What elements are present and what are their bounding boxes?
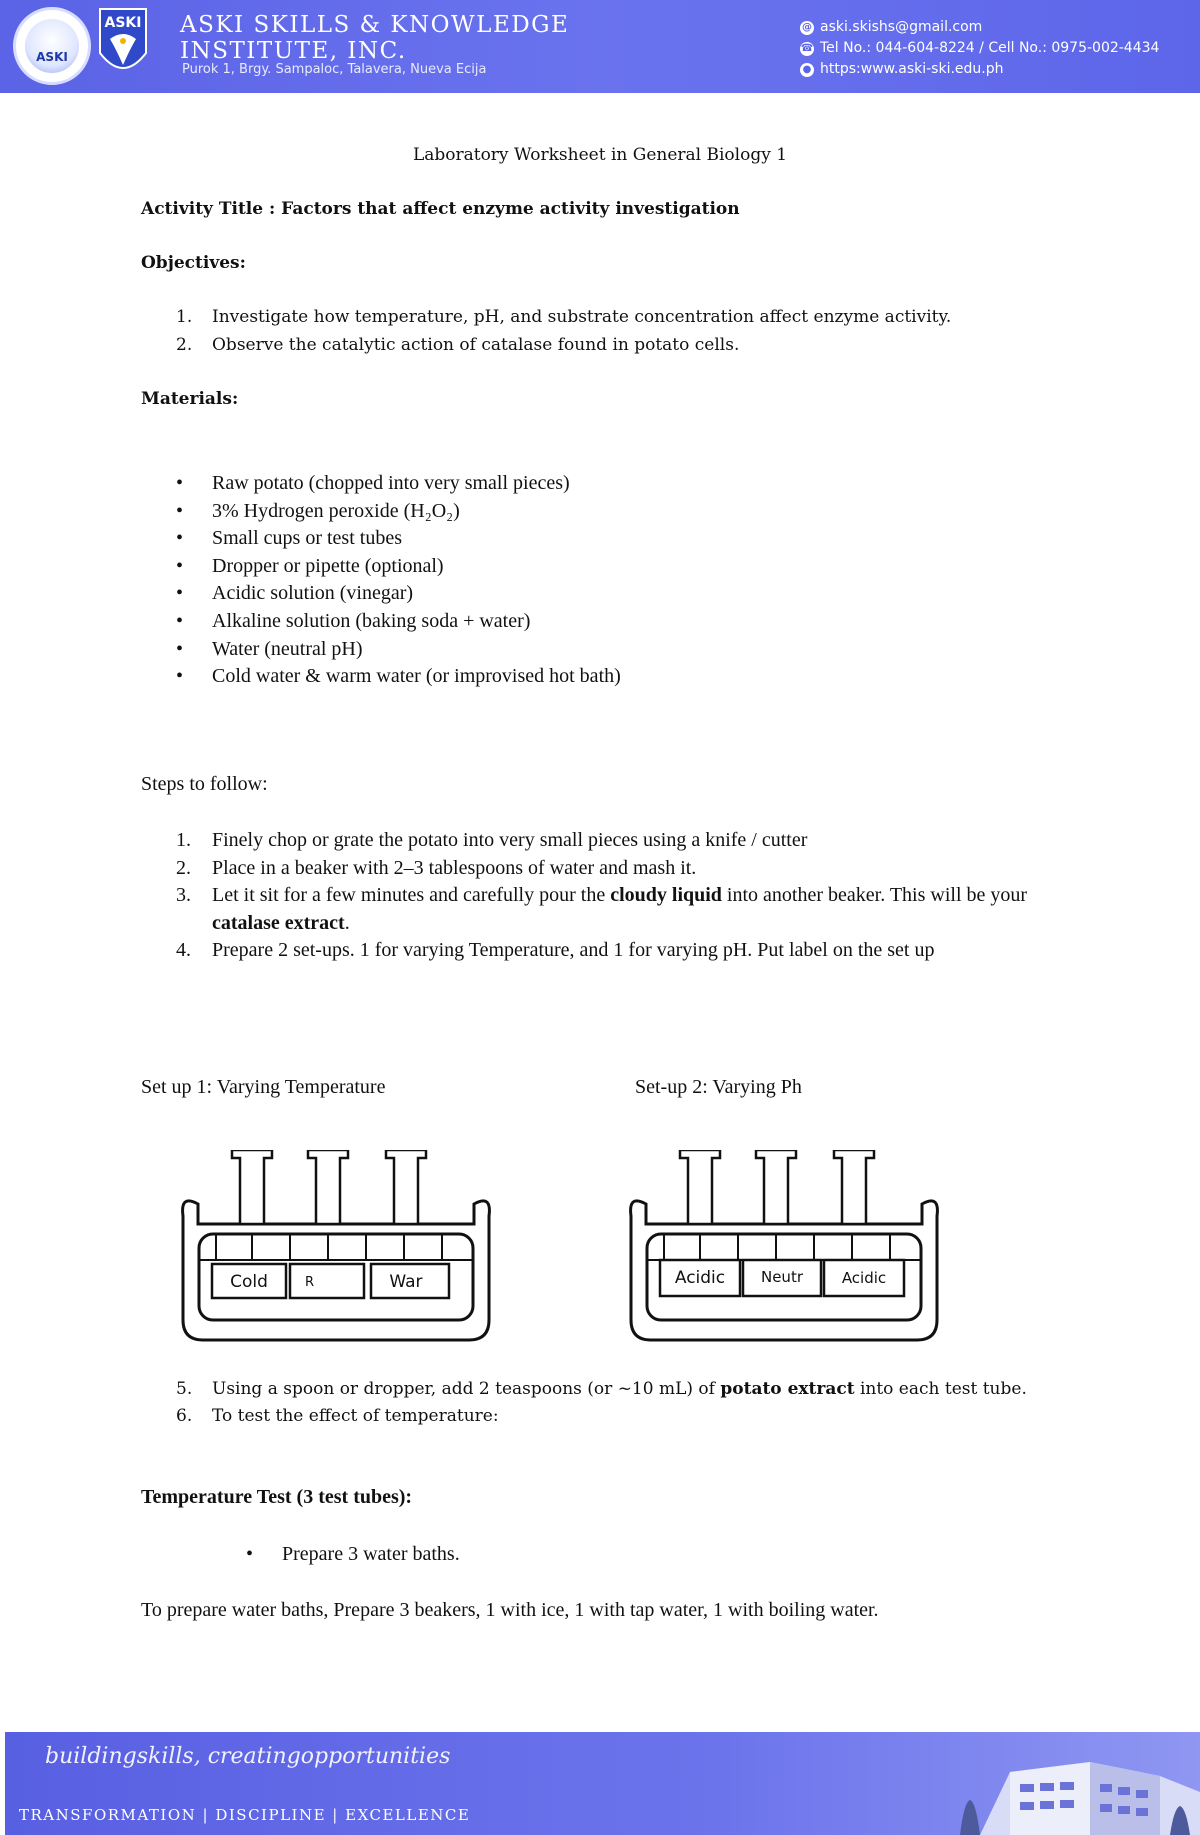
phone-icon: ☎ [800, 42, 814, 54]
objectives-list [170, 303, 951, 359]
step-item: 4. Prepare 2 set-ups. 1 for varying Temperature, and 1 for varying pH. Put label on the set up [176, 939, 935, 962]
institution-address: Purok 1, Brgy. Sampaloc, Talavera, Nueva Ecija [182, 62, 487, 77]
contact-block [800, 17, 1159, 80]
institution-name-line1: ASKI SKILLS & KNOWLEDGE [180, 12, 570, 38]
seal-logo-text: ASKI [36, 50, 68, 64]
material-item: • Dropper or pipette (optional) [176, 553, 621, 581]
material-item: • 3% Hydrogen peroxide (H₂O₂) [176, 498, 621, 526]
steps-heading: Steps to follow: [141, 773, 268, 795]
material-item: • Water (neutral pH) [176, 636, 621, 664]
school-building-image [940, 1742, 1200, 1835]
setup1-rack-diagram [180, 1150, 492, 1346]
temperature-test-heading: Temperature Test (3 test tubes): [141, 1486, 413, 1508]
footer-tagline: buildingskills, creatingopportunities [45, 1744, 451, 1769]
activity-title: Activity Title : Factors that affect enzyme activity investigation [141, 199, 740, 219]
tube-label-room: R [305, 1275, 315, 1290]
setup2-label: Set-up 2: Varying Ph [635, 1076, 802, 1098]
contact-email: aski.skishs@gmail.com [820, 19, 983, 35]
material-item: • Small cups or test tubes [176, 525, 621, 553]
tube-label-box [290, 1264, 364, 1298]
contact-phone: Tel No.: 044-604-8224 / Cell No.: 0975-002-4434 [820, 40, 1160, 56]
step-item: 2. Place in a beaker with 2–3 tablespoons of water and mash it. [176, 856, 697, 879]
institution-name-line2: INSTITUTE, INC. [180, 38, 407, 64]
tube-label-neutral: Neutr [760, 1268, 804, 1286]
step-item: 6. To test the effect of temperature: [176, 1406, 499, 1426]
water-bath-bullet: • Prepare 3 water baths. [246, 1543, 460, 1566]
contact-website: https:www.aski-ski.edu.ph [820, 61, 1004, 77]
setup1-label: Set up 1: Varying Temperature [141, 1076, 386, 1098]
materials-list [176, 470, 621, 691]
email-icon: @ [802, 21, 812, 33]
material-item: • Acidic solution (vinegar) [176, 580, 621, 608]
objectives-heading: Objectives: [141, 253, 246, 273]
eagle-mascot-logo [96, 5, 150, 85]
footer-motto: TRANSFORMATION | DISCIPLINE | EXCELLENCE [19, 1806, 471, 1824]
materials-heading: Materials: [141, 389, 239, 409]
water-bath-paragraph: To prepare water baths, Prepare 3 beakers, 1 with ice, 1 with tap water, 1 with boiling water. [141, 1599, 879, 1621]
school-seal-logo [13, 7, 91, 85]
globe-icon: ● [800, 63, 814, 77]
tube-label-acidic: Acidic [674, 1268, 726, 1288]
steps-list [170, 827, 1070, 965]
step-item: 3. Let it sit for a few minutes and carefully pour the cloudy liquid into another beaker. This will be your catalase extract. [176, 884, 1028, 934]
tube-label-cold: Cold [230, 1272, 268, 1292]
material-item: • Raw potato (chopped into very small pieces) [176, 470, 621, 498]
letterhead-banner [0, 0, 1200, 93]
objective-item: 1. Investigate how temperature, pH, and substrate concentration affect enzyme activity. [176, 307, 952, 327]
seal-emblem [25, 19, 79, 73]
tube-label-warm: War [389, 1272, 423, 1292]
setup2-rack-diagram [628, 1150, 940, 1346]
steps-continued-list [170, 1376, 1070, 1430]
institution-name [180, 12, 569, 64]
objective-item: 2. Observe the catalytic action of catalase found in potato cells. [176, 335, 740, 355]
material-item: • Alkaline solution (baking soda + water) [176, 608, 621, 636]
step-item: 5. Using a spoon or dropper, add 2 teaspoons (or ~10 mL) of potato extract into each test tube. [176, 1379, 1027, 1399]
worksheet-title: Laboratory Worksheet in General Biology 1 [412, 145, 788, 165]
tube-label-alkaline: Acidic [841, 1269, 887, 1287]
eagle-logo-text: ASKI [104, 15, 142, 31]
material-item: • Cold water & warm water (or improvised hot bath) [176, 663, 621, 691]
footer-banner [5, 1732, 1200, 1835]
step-item: 1. Finely chop or grate the potato into very small pieces using a knife / cutter [176, 829, 808, 851]
